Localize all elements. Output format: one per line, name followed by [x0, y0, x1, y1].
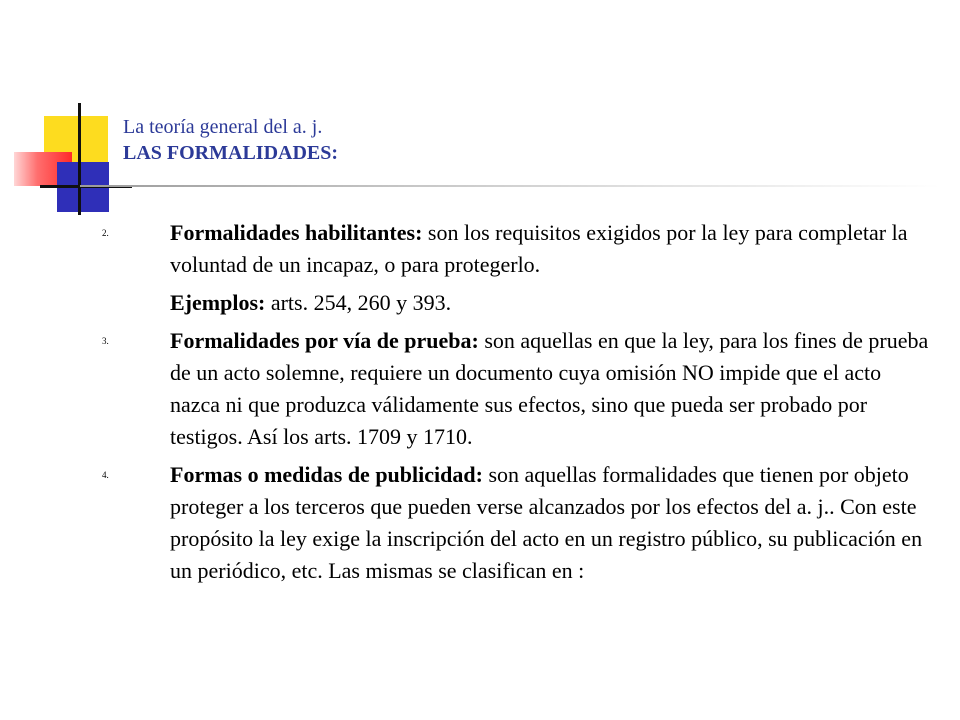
example-term: Ejemplos:: [170, 290, 266, 315]
logo-vertical-line: [78, 103, 81, 215]
title-line-1: La teoría general del a. j.: [123, 116, 323, 138]
list-number: 4.: [102, 470, 109, 480]
list-text: son aquellas en que la ley, para los fines de prueba de un acto solemne, requiere un documento cuya omisión NO impide que el acto nazca ni que produzca válidamente sus efectos, sino que pueda ser probado por testigos. Así los arts. 1709 y 1710.: [170, 328, 929, 449]
list-number: 3.: [102, 336, 109, 346]
example-line: [102, 287, 932, 319]
list-item-4: [102, 459, 932, 587]
list-item-2: [102, 217, 932, 281]
list-item-3: [102, 325, 932, 453]
list-text: son los requisitos exigidos por la ley para completar la voluntad de un incapaz, o para protegerlo.: [170, 220, 908, 277]
list-number: 2.: [102, 228, 109, 238]
list-term: Formalidades por vía de prueba:: [170, 328, 479, 353]
list-term: Formalidades habilitantes:: [170, 220, 423, 245]
slide-title: [123, 114, 338, 166]
title-divider: [80, 185, 940, 187]
title-line-2: LAS FORMALIDADES:: [123, 142, 339, 164]
list-text: son aquellas formalidades que tienen por objeto proteger a los terceros que pueden verse alcanzados por los efectos del a. j.. Con este propósito la ley exige la inscripción del acto en un registro público, su publicación en un periódico, etc. Las mismas se clasifican en :: [170, 462, 923, 583]
example-text: arts. 254, 260 y 393.: [265, 290, 452, 315]
list-term: Formas o medidas de publicidad:: [170, 462, 483, 487]
slide-body: [102, 217, 932, 593]
